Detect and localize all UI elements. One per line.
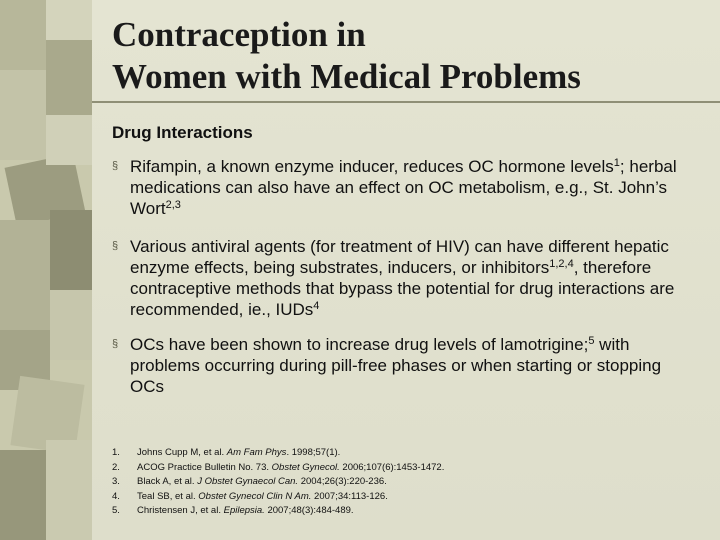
title-line-2: Women with Medical Problems	[112, 57, 581, 96]
citation: 1,2,4	[549, 258, 574, 270]
title-line-1: Contraception in	[112, 15, 366, 54]
reference-item: 5. Christensen J, et al. Epilepsia. 2007;48(3):484-489.	[112, 505, 354, 516]
bullet-item	[112, 236, 697, 320]
decorative-mosaic	[0, 0, 92, 540]
reference-item: 4. Teal SB, et al. Obstet Gynecol Clin N Am. 2007;34:113-126.	[112, 490, 388, 502]
bullet-marker: §	[112, 338, 119, 350]
bullet-marker: §	[112, 240, 119, 252]
slide-title	[112, 14, 702, 98]
bullet-text: OCs have been shown to increase drug levels of lamotrigine;$^5$ with problems occurring during pill-free phases or when starting or stopping OCs	[130, 335, 662, 396]
reference-list	[112, 446, 692, 519]
bullet-text: Rifampin, a known enzyme inducer, reduces OC hormone levels$^1$; herbal medications can also have an effect on OC metabolism, e.g., St. John’s Wort$^{2,3}$	[130, 157, 677, 218]
bullet-marker: §	[112, 160, 119, 172]
reference-item: 1. Johns Cupp M, et al. Am Fam Phys. 1998;57(1).	[112, 447, 341, 458]
section-heading: Drug Interactions	[112, 123, 253, 142]
citation: 5	[588, 335, 595, 347]
bullet-item	[112, 334, 697, 397]
citation: 2,3	[165, 199, 181, 211]
reference-item: 3. Black A, et al. J Obstet Gynaecol Can. 2004;26(3):220-236.	[112, 476, 387, 487]
reference-item: 2. ACOG Practice Bulletin No. 73. Obstet Gynecol. 2006;107(6):1453-1472.	[112, 461, 445, 473]
citation: 4	[313, 300, 320, 312]
bullet-item	[112, 156, 697, 219]
title-divider	[92, 101, 720, 103]
citation: 1	[613, 157, 620, 169]
bullet-text: Various antiviral agents (for treatment of HIV) can have different hepatic enzyme effects, being substrates, inducers, or inhibitors$^{1,2,4}$, therefore contraceptive methods that bypass the potential for drug interactions are recommended, ie., IUDs$^4$	[130, 237, 675, 319]
